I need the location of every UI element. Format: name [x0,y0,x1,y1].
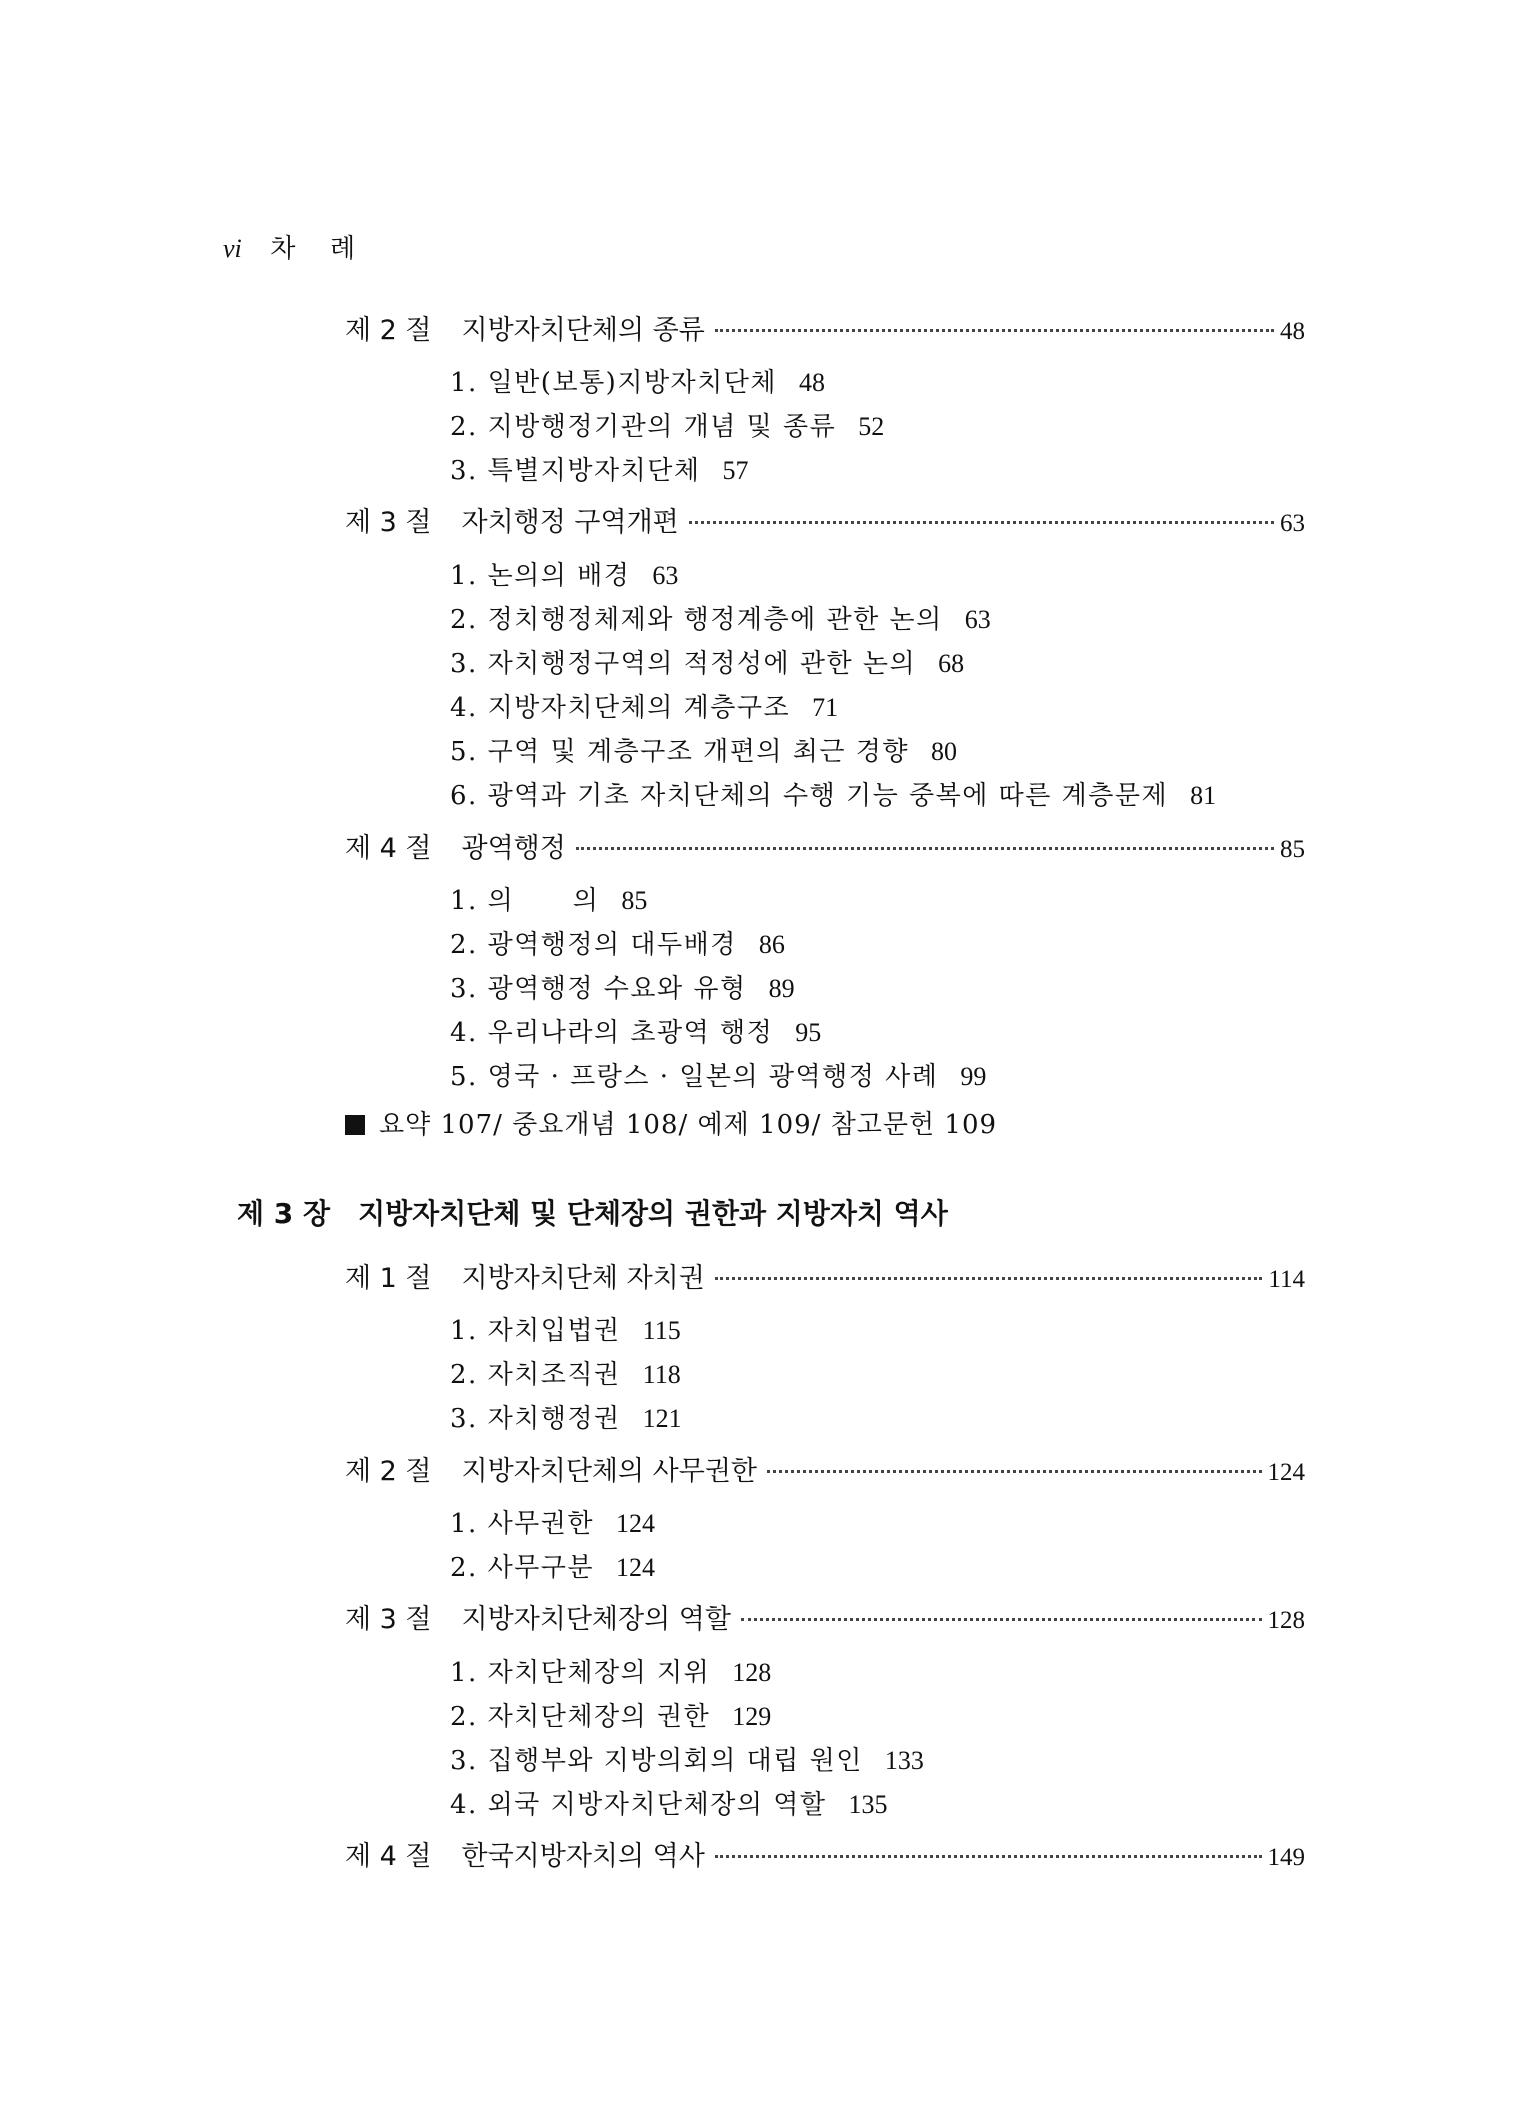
item-label: 2. 지방행정기관의 개념 및 종류 [450,412,837,442]
item-label: 2. 자치조직권 [450,1360,621,1390]
toc-item[interactable] [450,924,785,961]
toc-item[interactable] [450,643,964,680]
toc-item[interactable] [450,1547,655,1584]
section-title: 지방자치단체장의 역할 [461,1604,731,1635]
section-number: 제 1 절 [345,1263,432,1294]
section-page: 114 [1268,1266,1305,1293]
toc-section[interactable] [345,1834,1305,1873]
toc-item[interactable] [450,1012,821,1049]
dot-leader [715,329,1274,332]
section-number: 제 3 절 [345,507,432,538]
toc-item[interactable] [450,555,678,592]
item-label: 1. 자치입법권 [450,1316,621,1346]
section-page: 63 [1280,510,1305,537]
item-label: 5. 구역 및 계층구조 개편의 최근 경향 [450,737,910,767]
page-folio: vi [223,234,242,263]
toc-item[interactable] [450,599,991,636]
toc-item[interactable] [450,687,838,724]
item-label: 3. 광역행정 수요와 유형 [450,974,747,1004]
item-page: 52 [858,412,885,441]
item-label: 4. 외국 지방자치단체장의 역할 [450,1790,827,1820]
section-title: 한국지방자치의 역사 [461,1841,705,1872]
item-label: 1. 의 의 [450,886,600,916]
item-page: 63 [652,561,679,590]
item-page: 48 [799,368,826,397]
section-page: 149 [1267,1844,1305,1871]
section-title: 지방자치단체의 종류 [461,315,705,346]
running-head-title: 차 례 [270,234,362,264]
toc-item[interactable] [450,775,1216,812]
section-number: 제 4 절 [345,833,432,864]
toc-section[interactable] [345,1597,1305,1636]
chapter-summary[interactable] [345,1104,997,1141]
toc-item[interactable] [450,1740,924,1777]
dot-leader [715,1855,1262,1858]
item-page: 129 [732,1702,772,1731]
item-label: 1. 논의의 배경 [450,561,631,591]
toc-section[interactable] [345,1256,1305,1295]
toc-item[interactable] [450,450,749,487]
item-page: 71 [812,693,839,722]
item-label: 3. 자치행정구역의 적정성에 관한 논의 [450,649,917,679]
chapter-number: 제 3 장 [237,1197,331,1230]
item-label: 5. 영국 · 프랑스 · 일본의 광역행정 사례 [450,1062,939,1092]
item-page: 133 [884,1746,924,1775]
item-label: 2. 정치행정체제와 행정계층에 관한 논의 [450,605,943,635]
toc-item[interactable] [450,362,825,399]
toc-item[interactable] [450,1398,682,1435]
toc-section[interactable] [345,308,1305,347]
toc-item[interactable] [450,880,647,917]
item-label: 3. 집행부와 지방의회의 대립 원인 [450,1746,863,1776]
item-page: 68 [938,649,965,678]
item-page: 89 [768,974,795,1003]
toc-section[interactable] [345,1449,1305,1488]
summary-text: 요약 107/ 중요개념 108/ 예제 109/ 참고문헌 109 [379,1110,998,1140]
item-page: 80 [931,737,958,766]
item-page: 118 [642,1360,681,1389]
item-page: 99 [960,1062,987,1091]
section-page: 85 [1280,836,1305,863]
item-page: 63 [964,605,991,634]
section-title: 자치행정 구역개편 [461,507,679,538]
section-title: 광역행정 [461,833,566,864]
running-head [223,228,361,265]
chapter-heading[interactable] [237,1192,948,1232]
section-page: 48 [1280,318,1305,345]
section-title: 지방자치단체 자치권 [461,1263,705,1294]
section-number: 제 2 절 [345,315,432,346]
toc-item[interactable] [450,1696,771,1733]
item-label: 3. 특별지방자치단체 [450,456,701,486]
toc-item[interactable] [450,1652,771,1689]
item-label: 4. 우리나라의 초광역 행정 [450,1018,774,1048]
section-number: 제 3 절 [345,1604,432,1635]
item-label: 6. 광역과 기초 자치단체의 수행 기능 중복에 따른 계층문제 [450,781,1169,811]
section-number: 제 4 절 [345,1841,432,1872]
item-page: 115 [642,1316,681,1345]
toc-item[interactable] [450,1354,681,1391]
dot-leader [767,1470,1262,1473]
dot-leader [715,1277,1263,1280]
item-page: 81 [1190,781,1217,810]
toc-item[interactable] [450,968,795,1005]
item-page: 124 [616,1553,656,1582]
item-page: 135 [848,1790,888,1819]
item-page: 86 [758,930,785,959]
square-bullet-icon [345,1115,365,1135]
item-label: 1. 자치단체장의 지위 [450,1658,711,1688]
item-label: 2. 광역행정의 대두배경 [450,930,737,960]
section-page: 124 [1267,1459,1305,1486]
dot-leader [741,1618,1262,1621]
item-page: 128 [732,1658,772,1687]
dot-leader [576,847,1274,850]
dot-leader [689,521,1274,524]
section-title: 지방자치단체의 사무권한 [461,1456,757,1487]
toc-item[interactable] [450,406,884,443]
item-page: 57 [722,456,749,485]
item-page: 121 [642,1404,682,1433]
section-number: 제 2 절 [345,1456,432,1487]
chapter-title: 지방자치단체 및 단체장의 권한과 지방자치 역사 [358,1197,948,1230]
item-page: 95 [795,1018,822,1047]
toc-section[interactable] [345,500,1305,539]
toc-item[interactable] [450,1310,681,1347]
toc-item[interactable] [450,1056,986,1093]
toc-section[interactable] [345,826,1305,865]
toc-item[interactable] [450,731,957,768]
toc-item[interactable] [450,1784,888,1821]
section-page: 128 [1267,1607,1305,1634]
item-label: 2. 사무구분 [450,1553,595,1583]
item-label: 1. 일반(보통)지방자치단체 [450,368,778,398]
item-page: 85 [621,886,648,915]
toc-item[interactable] [450,1503,655,1540]
item-page: 124 [616,1509,656,1538]
item-label: 3. 자치행정권 [450,1404,621,1434]
item-label: 2. 자치단체장의 권한 [450,1702,711,1732]
item-label: 1. 사무권한 [450,1509,595,1539]
item-label: 4. 지방자치단체의 계층구조 [450,693,791,723]
